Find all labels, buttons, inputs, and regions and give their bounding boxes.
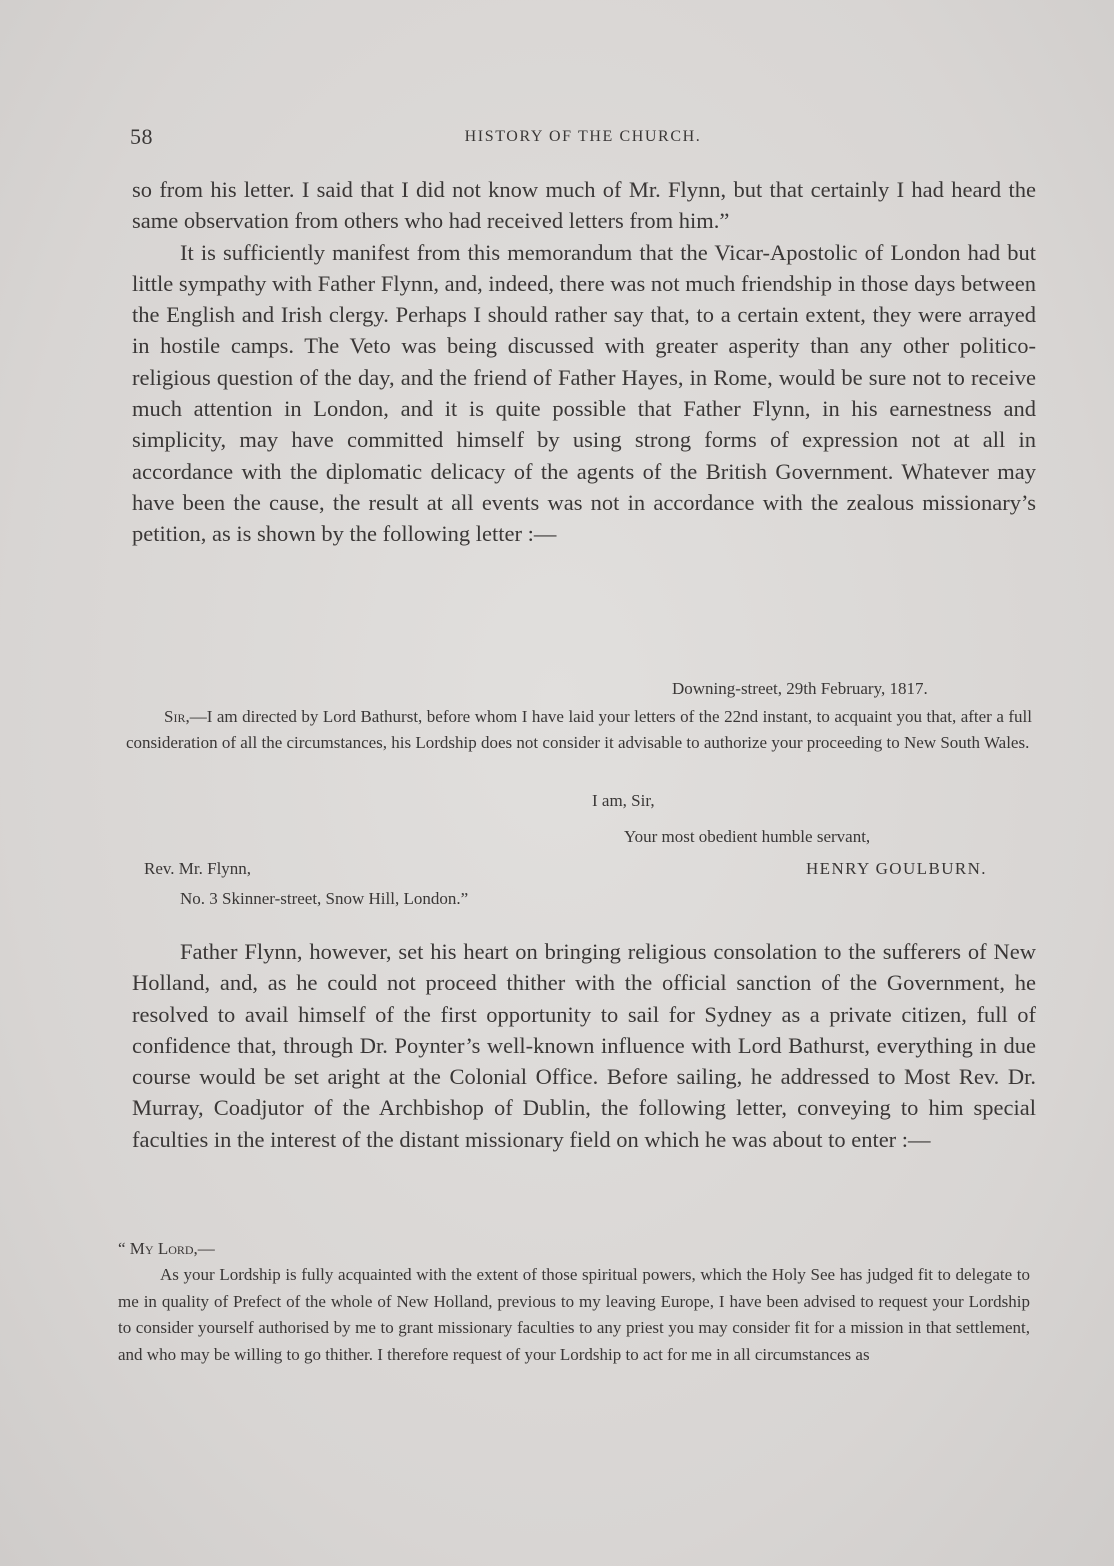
- letter-closing: Your most obedient humble servant,: [624, 827, 871, 846]
- letter-date: Downing-street, 29th February, 1817.: [672, 679, 928, 698]
- running-head: HISTORY OF THE CHURCH.: [464, 128, 702, 145]
- body-text-middle: [132, 936, 1036, 1155]
- letter-address: No. 3 Skinner-street, Snow Hill, London.”: [180, 889, 469, 908]
- paragraph: so from his letter. I said that I did not know much of Mr. Flynn, but that certainly I had heard the same observation from others who had received letters from him.”: [132, 177, 1036, 234]
- body-text-top: [132, 174, 1036, 550]
- letter-salutation: Sir,: [164, 707, 190, 726]
- page-header: [130, 124, 1036, 152]
- letter-closing: I am, Sir,: [592, 791, 655, 810]
- paragraph: It is sufficiently manifest from this memorandum that the Vicar-Apostolic of London had but little sympathy with Father Flynn, and, indeed, there was not much friendship in those days between the English and Irish clergy. Perhaps I should rather say that, to a certain extent, they were arrayed in hostile camps. The Veto was being discussed with greater asperity than any other politico-religious question of the day, and the friend of Father Hayes, in Rome, would be sure not to receive much attention in London, and it is quite possible that Father Flynn, in his earnestness and simplicity, may have committed himself by using strong forms of expression not at all in accordance with the diplomatic delicacy of the agents of the British Government. Whatever may have been the cause, the result at all events was not in accordance with the zealous missionary’s petition, as is shown by the following letter :—: [132, 239, 1036, 547]
- letter-addressee: Rev. Mr. Flynn,: [144, 859, 252, 878]
- letter-signature: HENRY GOULBURN.: [806, 859, 987, 878]
- letter-body: [126, 704, 1032, 756]
- paragraph: Father Flynn, however, set his heart on bringing religious consolation to the sufferers of New Holland, and, as he could not proceed thither with the official sanction of the Government, he resolved to avail himself of the first opportunity to sail for Sydney as a private citizen, full of confidence that, through Dr. Poynter’s well-known influence with Lord Bathurst, everything in due course would be set aright at the Colonial Office. Before sailing, he addressed to Most Rev. Dr. Murray, Coadjutor of the Archbishop of Dublin, the following letter, conveying to him special faculties in the interest of the distant missionary field on which he was about to enter :—: [132, 939, 1036, 1152]
- quoted-letter-salutation: “ My Lord,—: [118, 1239, 215, 1258]
- page-number: 58: [130, 124, 153, 149]
- quoted-letter-body: [118, 1262, 1030, 1368]
- quoted-letter-text: As your Lordship is fully acquainted with the extent of those spiritual powers, which the Holy See has judged fit to delegate to me in quality of Prefect of the whole of New Holland, previous to my leaving Europe, I have been advised to request your Lordship to consider yourself authorised by me to grant missionary faculties to any priest you may consider fit for a mission in that settlement, and who may be willing to go thither. I therefore request of your Lordship to act for me in all circumstances as: [118, 1265, 1030, 1364]
- letter-text: —I am directed by Lord Bathurst, before whom I have laid your letters of the 22nd instant, to acquaint you that, after a full consideration of all the circumstances, his Lordship does not consider it advisable to authorize your proceeding to New South Wales.: [126, 707, 1032, 752]
